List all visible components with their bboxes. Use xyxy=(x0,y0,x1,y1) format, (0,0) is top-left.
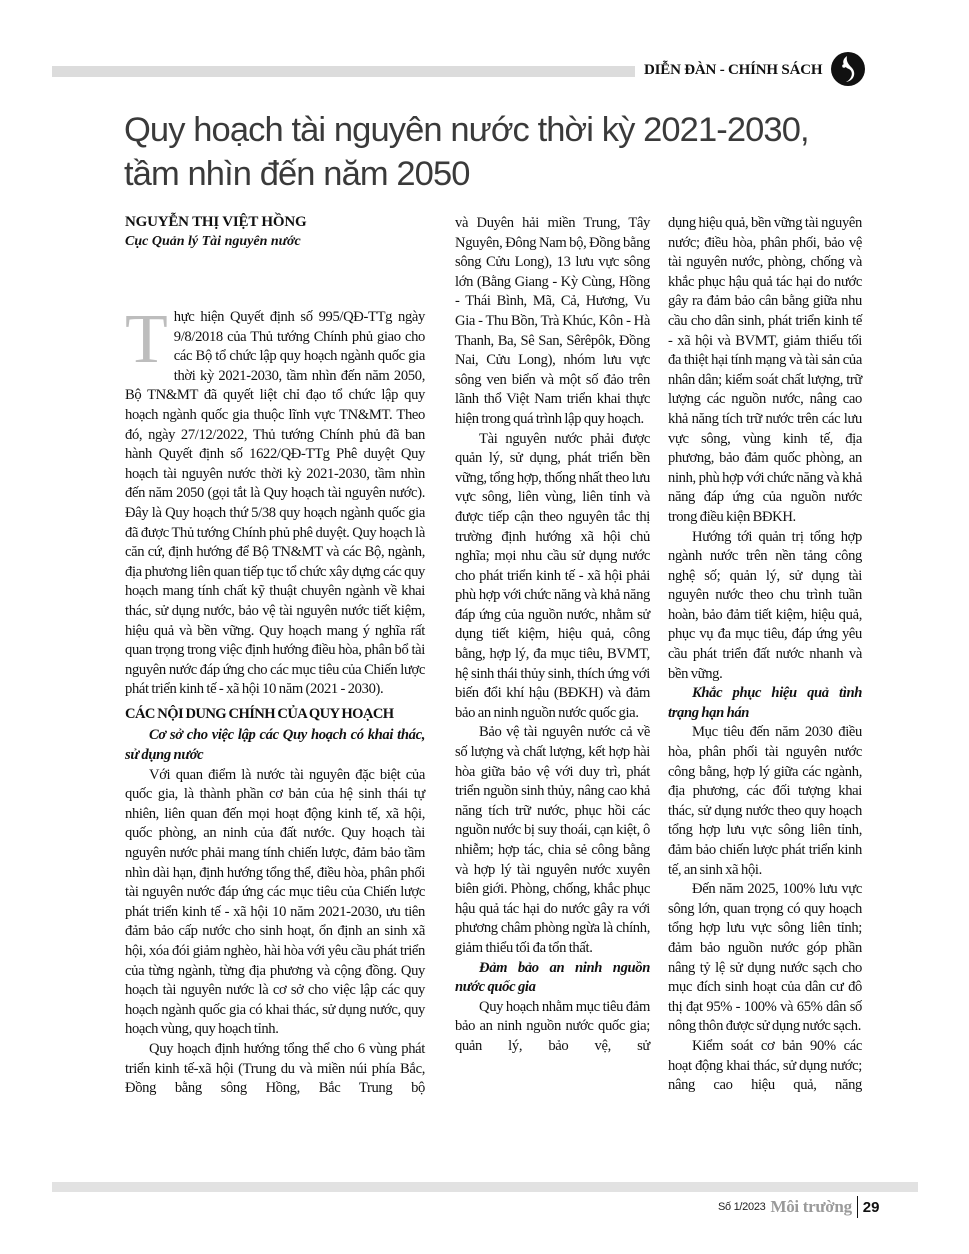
paragraph: dụng hiệu quả, bền vững tài nguyên nước; điều hòa, phân phối, bảo vệ tài nguyên nước, phòng, chống và khắc phục hậu quả tác hại do nước gây ra đảm bảo cân bằng giữa nhu cầu cho dân sinh, phát triển kinh tế - xã hội và BVMT, giảm thiểu tối đa thiệt hại tính mạng và tài sản của nhân dân; kiểm soát chất lượng, trữ lượng các nguồn nước, nâng cao khả năng tích trữ nước trên các lưu vực sông, vùng kinh tế, địa phương, bảo đảm quốc phòng, an ninh, phù hợp với chức năng và khả năng đáp ứng của nguồn nước trong điều kiện BĐKH. xyxy=(668,215,862,525)
article-column-3 xyxy=(668,214,862,1096)
magazine-logo-icon xyxy=(830,51,866,87)
header-rule xyxy=(52,66,635,77)
paragraph: Quy hoạch định hướng tổng thể cho 6 vùng phát triển kinh tế-xã hội (Trung du và miền núi phía Bắc, Đồng bằng sông Hồng, Bắc Trung bộ xyxy=(125,1040,425,1097)
paragraph: và Duyên hải miền Trung, Tây Nguyên, Đông Nam bộ, Đồng bằng sông Cửu Long), 13 lưu vực sông lớn (Bằng Giang - Kỳ Cùng, Hồng - Thái Bình, Mã, Cả, Hương, Vu Gia - Thu Bồn, Trà Khúc, Kôn - Hà Thanh, Ba, Sê San, Sêrêpôk, Đồng Nai, Cửu Long), nhóm lưu vực sông ven biển và một số đảo trên lãnh thổ Việt Nam triển khai thực hiện trong quá trình lập quy hoạch. xyxy=(455,215,650,427)
footer-divider xyxy=(857,1196,858,1218)
subheading: Đảm bảo an ninh nguồn nước quốc gia xyxy=(455,959,650,996)
author-name: NGUYỄN THỊ VIỆT HỒNG xyxy=(125,214,307,230)
article-column-2 xyxy=(455,214,650,1057)
paragraph: Kiểm soát cơ bản 90% các hoạt động khai thác, sử dụng nước; nâng cao hiệu quả, năng xyxy=(668,1037,862,1094)
paragraph: Bảo vệ tài nguyên nước cả về số lượng và chất lượng, kết hợp hài hòa giữa bảo vệ với duy trì, phát triển nguồn sinh thủy, nâng cao khả năng tích trữ nước, phục hồi các nguồn nước bị suy thoái, cạn kiệt, ô nhiễm; hợp tác, chia sẻ công bằng và hợp lý tài nguyên nước xuyên biên giới. Phòng, chống, khắc phục hậu quả tác hại do nước gây ra với phương châm phòng ngừa là chính, giảm thiểu tối đa tổn thất. xyxy=(455,724,650,956)
paragraph: Hướng tới quản trị tổng hợp ngành nước trên nền tảng công nghệ số; quản lý, sử dụng tài nguyên nước theo chu trình tuần hoàn, bảo đảm tiết kiệm, hiệu quả, phục vụ đa mục tiêu, đáp ứng yêu cầu phát triển đất nước nhanh và bền vững. xyxy=(668,528,862,682)
drop-cap: T xyxy=(125,301,168,378)
footer-rule xyxy=(52,1182,918,1192)
paragraph: Với quan điểm là nước tài nguyên đặc biệt của quốc gia, là thành phần cơ bản của hệ sinh thái tự nhiên, liên quan đến mọi hoạt động kinh tế, xã hội, quốc phòng, an ninh của đất nước. Quy hoạch tài nguyên nước phải mang tính chiến lược, đảm bảo tầm nhìn dài hạn, định hướng tổng thể, điều hòa, phân phối tài nguyên nước đáp ứng các mục tiêu của Chiến lược phát triển kinh tế - xã hội 10 năm 2021-2030, ưu tiên đảm bảo cấp nước cho sinh hoạt, ổn định an sinh xã hội, xóa đói giảm nghèo, hài hòa với yêu cầu phát triển của từng ngành, từng địa phương và cộng đồng. Quy hoạch tài nguyên nước là cơ sở cho việc lập các quy hoạch ngành quốc gia có khai thác, sử dụng nước, quy hoạch vùng, quy hoạch tỉnh. xyxy=(125,766,425,1038)
article-column-1 xyxy=(125,301,425,1099)
title-line-2: tầm nhìn đến năm 2050 xyxy=(124,155,470,193)
paragraph: Đến năm 2025, 100% lưu vực sông lớn, quan trọng có quy hoạch tổng hợp lưu vực sông liên tỉnh; đảm bảo nguồn nước góp phần nâng tỷ lệ sử dụng nước sạch cho mục đích sinh hoạt của dân cư đô thị đạt 95% - 100% và 65% dân số nông thôn được sử dụng nước sạch. xyxy=(668,881,862,1035)
subheading: Cơ sở cho việc lập các Quy hoạch có khai thác, sử dụng nước xyxy=(125,727,425,764)
page-footer xyxy=(718,1196,879,1218)
subheading: Khắc phục hiệu quả tình trạng hạn hán xyxy=(668,685,862,721)
lead-text: hực hiện Quyết định số 995/QĐ-TTg ngày 9/8/2018 của Thủ tướng Chính phủ giao cho các Bộ tổ chức lập quy hoạch ngành quốc gia thời kỳ 2021-2030, tầm nhìn đến năm 2050, Bộ TN&MT đã quyết liệt chỉ đạo tổ chức lập quy hoạch ngành quốc gia thuộc lĩnh vực TN&MT. Theo đó, ngày 27/12/2022, Thủ tướng Chính phủ đã ban hành Quyết định số 1622/QĐ-TTg Phê duyệt Quy hoạch tài nguyên nước thời kỳ 2021-2030, tầm nhìn đến năm 2050 (gọi tắt là Quy hoạch tài nguyên nước). Đây là Quy hoạch thứ 5/38 quy hoạch ngành quốc gia đã được Thủ tướng Chính phủ phê duyệt. Quy hoạch là căn cứ, định hướng để Bộ TN&MT và các Bộ, ngành, địa phương liên quan tiếp tục tổ chức xây dựng các quy hoạch mang tính chất kỹ thuật chuyên ngành về khai thác, sử dụng nước, bảo vệ tài nguyên nước tiết kiệm, hiệu quả và bền vững. Quy hoạch mang ý nghĩa rất quan trọng trong việc định hướng điều hòa, phân bổ tài nguyên nước đáp ứng cho các mục tiêu của Chiến lược phát triển kinh tế - xã hội 10 năm (2021 - 2030). xyxy=(125,309,425,698)
issue-number: Số 1/2023 xyxy=(718,1201,766,1213)
section-heading: CÁC NỘI DUNG CHÍNH CỦA QUY HOẠCH xyxy=(125,705,394,722)
paragraph: Mục tiêu đến năm 2030 điều hòa, phân phối tài nguyên nước công bằng, hợp lý giữa các ngành, địa phương, các đối tượng khai thác, sử dụng nước theo quy hoạch tổng hợp lưu vực sông liên tỉnh, đảm bảo chiến lược phát triển kinh tế, an sinh xã hội. xyxy=(668,724,862,878)
author-affiliation: Cục Quản lý Tài nguyên nước xyxy=(125,234,301,249)
section-label: DIỄN ĐÀN - CHÍNH SÁCH xyxy=(644,62,823,78)
paragraph: Tài nguyên nước phải được quản lý, sử dụng, phát triển bền vững, tổng hợp, thống nhất theo lưu vực sông, liên vùng, liên tỉnh và được tiếp cận theo nguyên tắc thị trường định hướng xã hội chủ nghĩa; mọi nhu cầu sử dụng nước cho phát triển kinh tế - xã hội phải phù hợp với chức năng và khả năng đáp ứng của nguồn nước, nhằm sử dụng tiết kiệm, hiệu quả, công bằng, hợp lý, đa mục tiêu, BVMT, hệ sinh thái thủy sinh, thích ứng với biến đổi khí hậu (BĐKH) và đảm bảo an ninh nguồn nước quốc gia. xyxy=(455,430,650,721)
article-title xyxy=(124,108,809,196)
page-number: 29 xyxy=(862,1198,880,1216)
paragraph: Quy hoạch nhằm mục tiêu đảm bảo an ninh nguồn nước quốc gia; quản lý, bảo vệ, sử xyxy=(455,998,650,1054)
magazine-name: Môi trường xyxy=(770,1197,852,1216)
title-line-1: Quy hoạch tài nguyên nước thời kỳ 2021-2030, xyxy=(124,111,809,149)
paragraph xyxy=(125,301,425,700)
